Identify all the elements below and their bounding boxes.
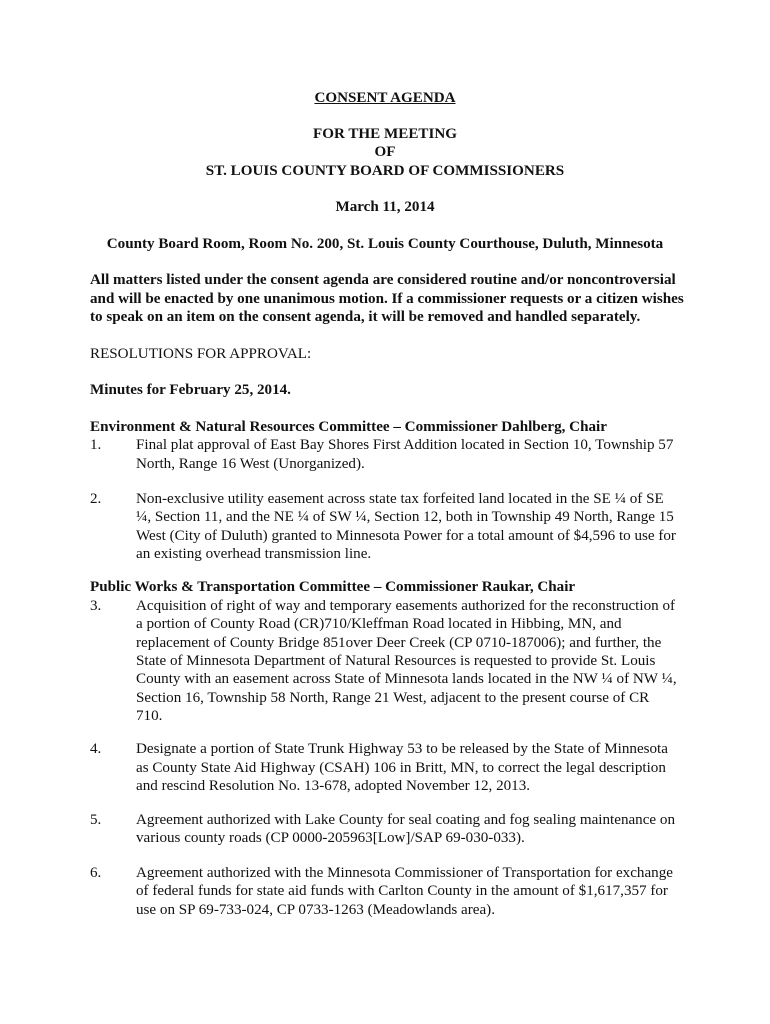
item-text-line: 710. [136,708,163,724]
board-name: ST. LOUIS COUNTY BOARD OF COMMISSIONERS [205,163,565,179]
item-number: 6. [90,865,102,881]
item-text-line: Final plat approval of East Bay Shores First Addition located in Section 10, Township 57 [136,437,674,453]
resolutions-heading: RESOLUTIONS FOR APPROVAL: [90,346,312,362]
committee-heading-public-works: Public Works & Transportation Committee – Commissioner Raukar, Chair [90,579,576,595]
item-text-line: ¼, Section 11, and the NE ¼ of SW ¼, Section 12, both in Township 49 North, Range 15 [136,509,674,525]
item-text-line: Section 16, Township 58 North, Range 21 West, adjacent to the present course of CR [136,690,650,706]
committee-heading-environment: Environment & Natural Resources Committee – Commissioner Dahlberg, Chair [90,419,607,435]
item-text-line: Agreement authorized with the Minnesota Commissioner of Transportation for exchange [136,865,673,881]
item-number: 1. [90,437,102,453]
meeting-line-1: FOR THE MEETING [313,126,457,142]
minutes-line: Minutes for February 25, 2014. [90,382,291,398]
item-text-line: Agreement authorized with Lake County for seal coating and fog sealing maintenance on [136,812,675,828]
item-text-line: County with an easement across State of Minnesota lands located in the NW ¼ of NW ¼, [136,671,677,687]
item-text-line: State of Minnesota Department of Natural Resources is requested to provide St. Louis [136,653,656,669]
item-number: 4. [90,741,102,757]
item-number: 5. [90,812,102,828]
item-text-line: replacement of County Bridge 851over Deer Creek (CP 0710-187006); and further, the [136,635,662,651]
meeting-line-2: OF [374,144,396,160]
item-text-line: an existing overhead transmission line. [136,546,372,562]
item-text-line: and rescind Resolution No. 13-678, adopted November 12, 2013. [136,778,531,794]
item-text-line: of federal funds for state aid funds with Carlton County in the amount of $1,617,357 for [136,883,668,899]
intro-line: to speak on an item on the consent agenda, it will be removed and handled separately. [90,309,641,325]
item-text-line: North, Range 16 West (Unorganized). [136,456,365,472]
intro-line: All matters listed under the consent agenda are considered routine and/or noncontroversial [90,272,676,288]
item-number: 2. [90,491,102,507]
item-text-line: various county roads (CP 0000-205963[Low]/SAP 69-030-033). [136,830,525,846]
item-text-line: a portion of County Road (CR)710/Kleffman Road located in Hibbing, MN, and [136,616,622,632]
item-text-line: as County State Aid Highway (CSAH) 106 in Britt, MN, to correct the legal description [136,760,666,776]
item-number: 3. [90,598,102,614]
item-text-line: Non-exclusive utility easement across state tax forfeited land located in the SE ¼ of SE [136,491,664,507]
item-text-line: use on SP 69-733-024, CP 0733-1263 (Meadowlands area). [136,902,495,918]
meeting-location: County Board Room, Room No. 200, St. Louis County Courthouse, Duluth, Minnesota [106,236,664,252]
intro-line: and will be enacted by one unanimous motion. If a commissioner requests or a citizen wishes [90,291,684,307]
meeting-date: March 11, 2014 [335,199,435,215]
item-text-line: West (City of Duluth) granted to Minnesota Power for a total amount of $4,596 to use for [136,528,676,544]
item-text-line: Acquisition of right of way and temporary easements authorized for the reconstruction of [136,598,676,614]
page-title: CONSENT AGENDA [314,90,456,106]
item-text-line: Designate a portion of State Trunk Highway 53 to be released by the State of Minnesota [136,741,668,757]
